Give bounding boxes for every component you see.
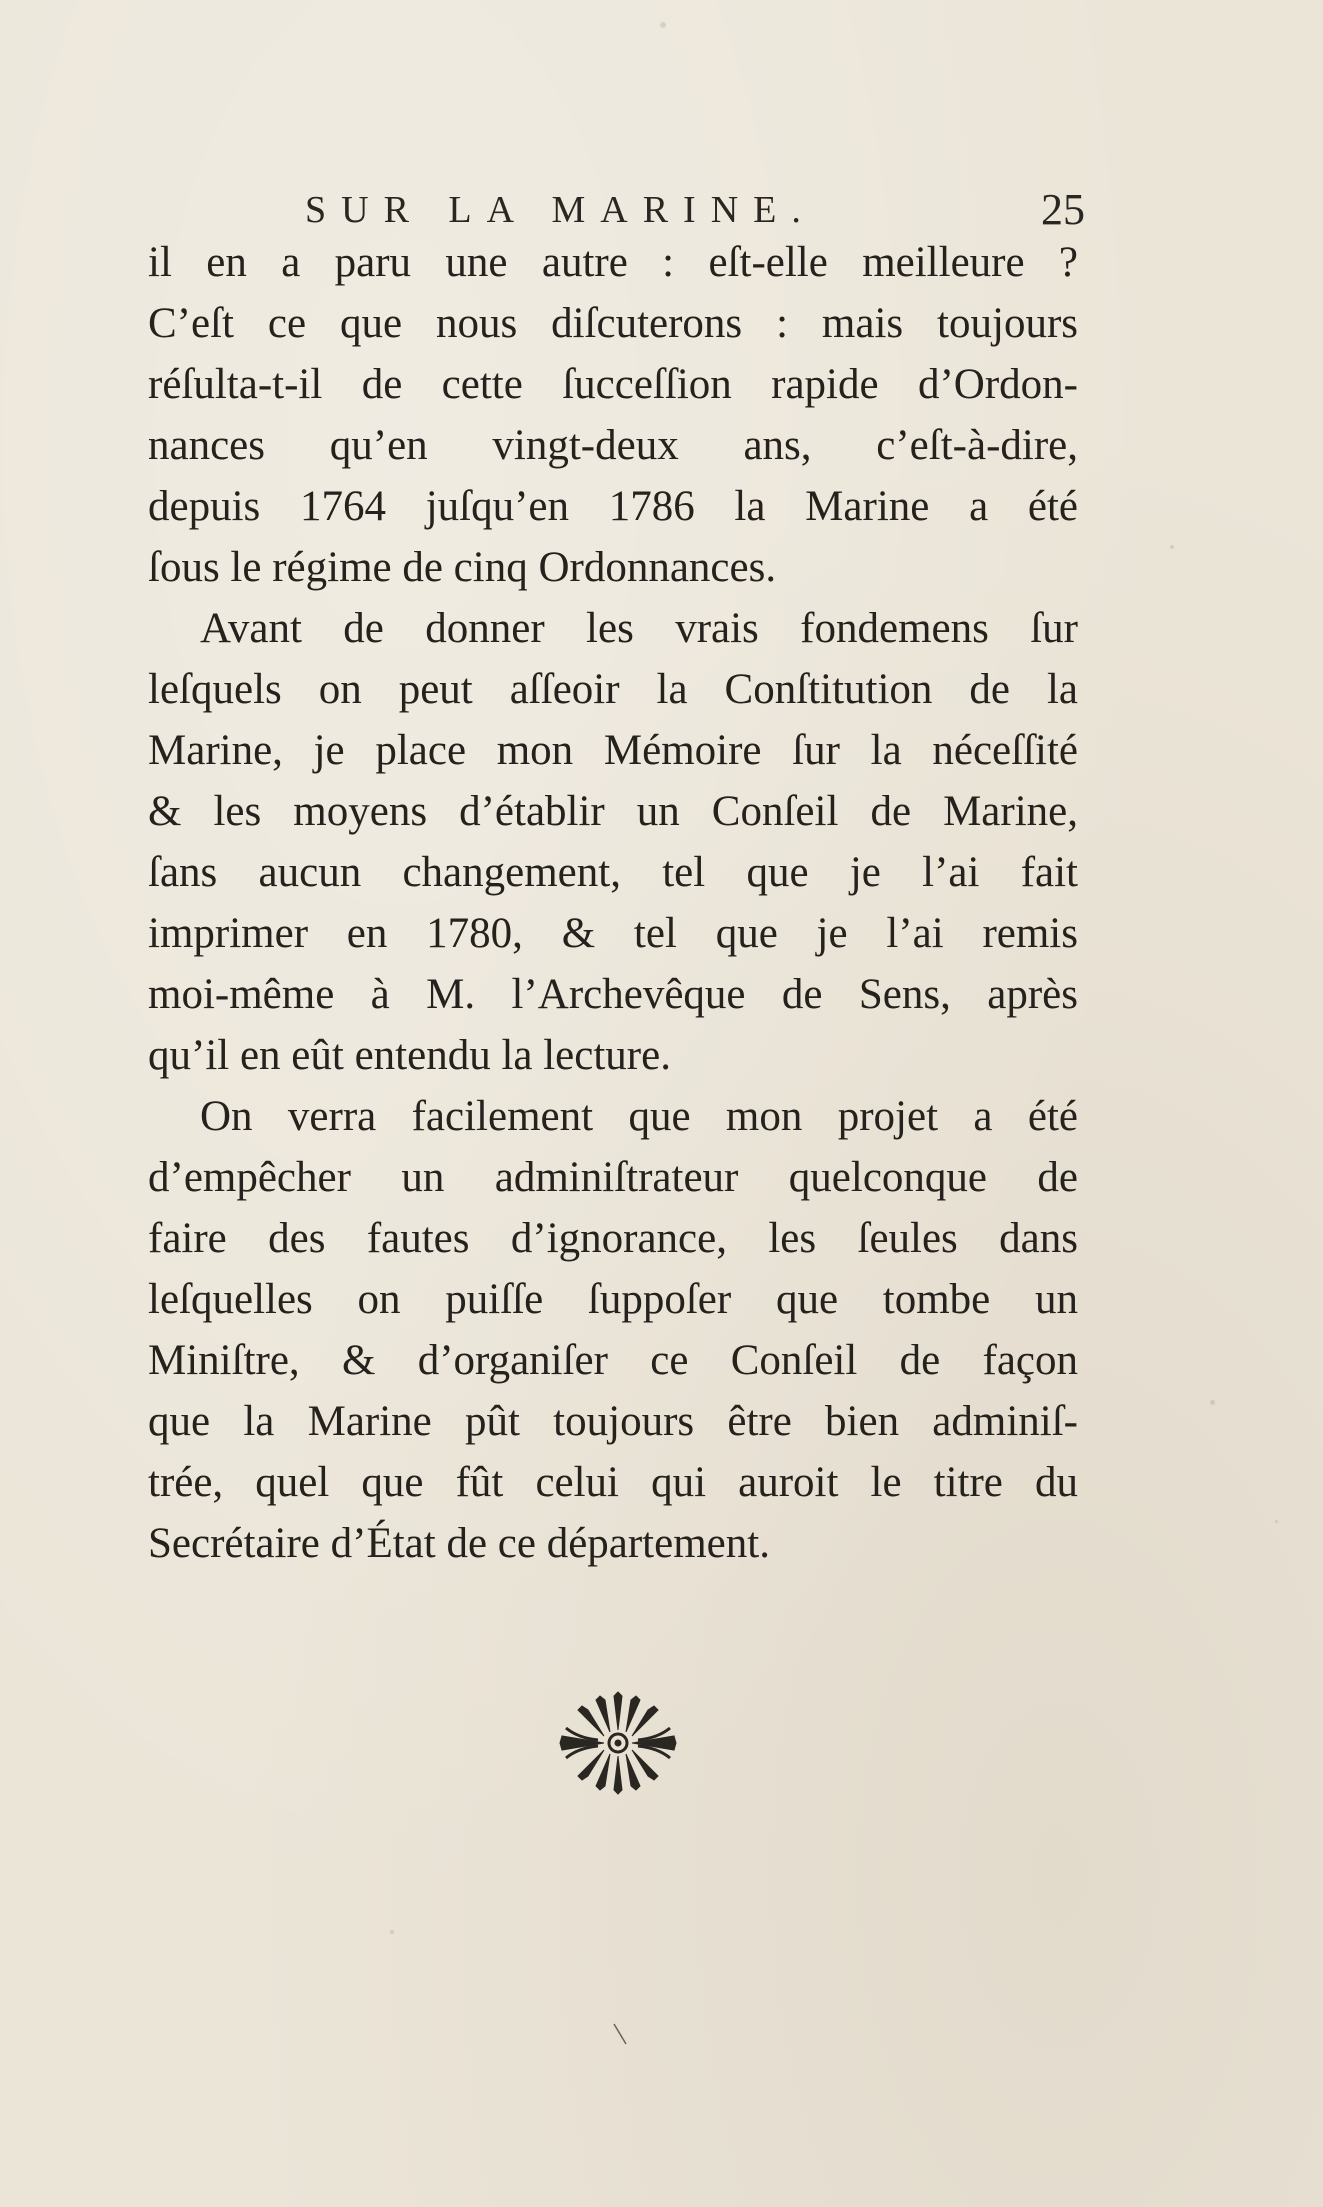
text-line: réſulta-t-il de cette ſucceſſion rapide d’Ordon-: [148, 361, 1078, 408]
text-line: leſquelles on puiſſe ſuppoſer que tombe un: [148, 1276, 1078, 1323]
body-text: [148, 232, 1078, 1574]
text-line: imprimer en 1780, & tel que je l’ai remis: [148, 910, 1078, 957]
text-line: nances qu’en vingt-deux ans, c’eſt-à-dire,: [148, 422, 1078, 469]
running-head: [305, 182, 1085, 238]
text-line: leſquels on peut aſſeoir la Conſtitution de la: [148, 666, 1078, 713]
text-line: On verra facilement que mon projet a été: [200, 1093, 1078, 1140]
text-line: trée, quel que fût celui qui auroit le titre du: [148, 1459, 1078, 1506]
running-head-title: SUR LA MARINE.: [305, 189, 816, 231]
text-line: moi-même à M. l’Archevêque de Sens, après: [148, 971, 1078, 1018]
text-line: Secrétaire d’État de ce département.: [148, 1520, 770, 1567]
text-line: depuis 1764 juſqu’en 1786 la Marine a été: [148, 483, 1078, 530]
text-line: qu’il en eût entendu la lecture.: [148, 1032, 671, 1079]
fleuron-icon: [558, 1688, 678, 1798]
page-number: 25: [1041, 185, 1085, 234]
text-line: d’empêcher un adminiſtrateur quelconque de: [148, 1154, 1078, 1201]
text-line: faire des fautes d’ignorance, les ſeules dans: [148, 1215, 1078, 1262]
text-line: Avant de donner les vrais fondemens ſur: [200, 605, 1078, 652]
text-line: Marine, je place mon Mémoire ſur la néceſſité: [148, 727, 1078, 774]
text-line: que la Marine pût toujours être bien adminiſ-: [148, 1398, 1078, 1445]
text-line: il en a paru une autre : eſt-elle meilleure ?: [148, 239, 1078, 286]
text-line: ſans aucun changement, tel que je l’ai fait: [148, 849, 1078, 896]
text-line: Miniſtre, & d’organiſer ce Conſeil de façon: [148, 1337, 1078, 1384]
pencil-tick-mark: [608, 2020, 638, 2050]
text-line: C’eſt ce que nous diſcuterons : mais toujours: [148, 300, 1078, 347]
text-line: ſous le régime de cinq Ordonnances.: [148, 544, 777, 591]
text-line: & les moyens d’établir un Conſeil de Marine,: [148, 788, 1078, 835]
